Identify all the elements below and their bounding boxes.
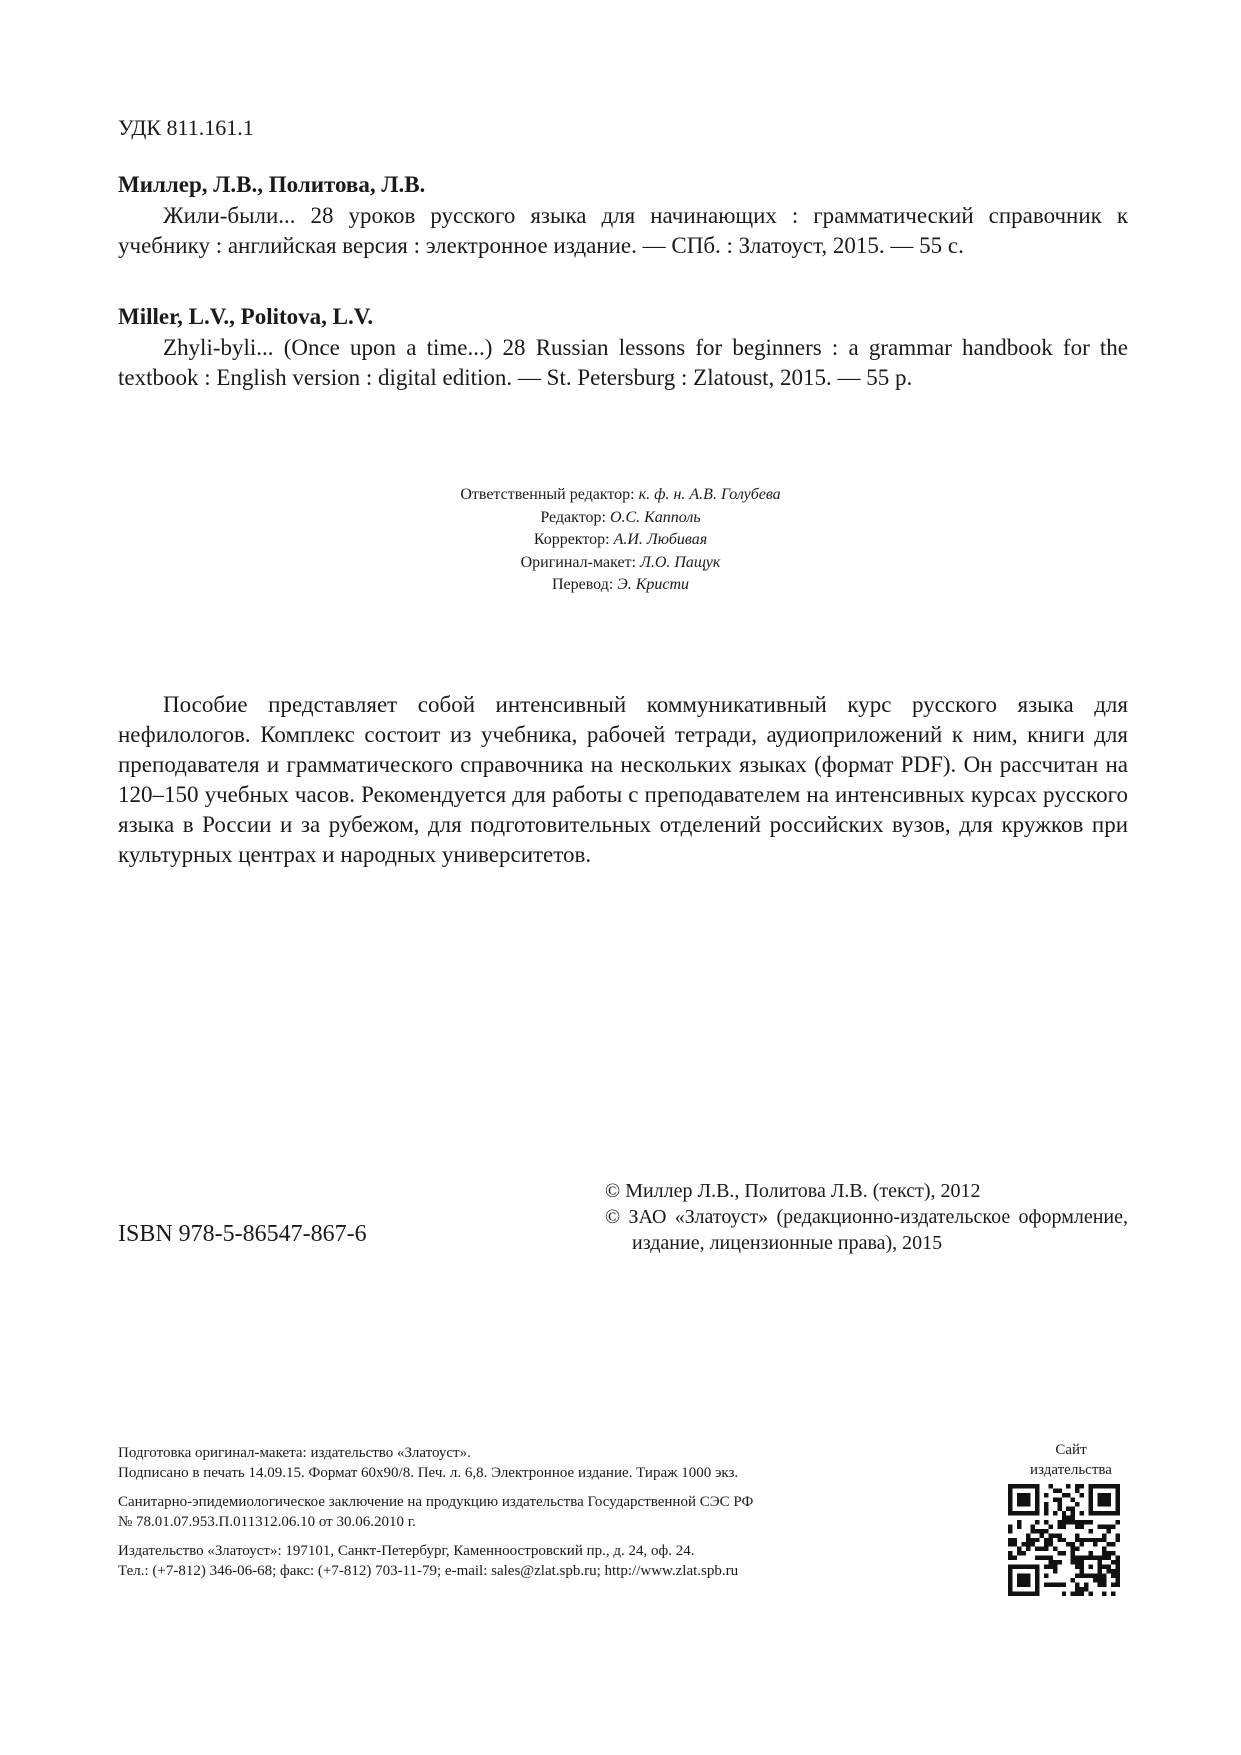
imprint-line: Санитарно-эпидемиологическое заключение на продукцию издательства Государственной СЭС РФ [118, 1494, 754, 1510]
imprint-line: Издательство «Златоуст»: 197101, Санкт-Петербург, Каменноостровский пр., д. 24, оф. 24. [118, 1543, 695, 1559]
qr-caption [1010, 1440, 1132, 1480]
imprint-block [118, 1443, 948, 1590]
imprint-paragraph [118, 1443, 948, 1483]
qr-caption-line: Сайт [1055, 1442, 1087, 1458]
imprint-paragraph [118, 1541, 948, 1581]
qr-code-icon[interactable] [1008, 1484, 1120, 1596]
imprint-line: Подготовка оригинал-макета: издательство «Златоуст». [118, 1445, 471, 1461]
credit-role: Оригинал-макет: [520, 553, 636, 571]
isbn: ISBN 978-5-86547-867-6 [118, 1221, 367, 1247]
credit-line [0, 484, 1241, 507]
imprint-line: Тел.: (+7-812) 346-06-68; факс: (+7-812) 703-11-79; e-mail: sales@zlat.spb.ru; http://www.zlat.spb.ru [118, 1563, 739, 1579]
credit-name: О.С. Капполь [609, 508, 701, 526]
imprint-paragraph [118, 1492, 948, 1532]
bibliographic-entry-ru [118, 170, 1128, 262]
authors-ru: Миллер, Л.В., Политова, Л.В. [118, 172, 426, 197]
copyright-line: © ЗАО «Златоуст» (редакционно-издательское оформление, издание, лицензионные права), 2015 [605, 1206, 1128, 1254]
copyright-block [605, 1178, 1128, 1256]
credit-role: Корректор: [533, 531, 610, 548]
credit-name: А.И. Любивая [613, 531, 708, 548]
abstract-paragraph: Пособие представляет собой интенсивный коммуникативный курс русского языка для нефилологов. Комплекс состоит из учебника, рабочей тетради, аудиоприложений к ним, книги для преподавателя и грамматического справочника на нескольких языках (формат PDF). Он рассчитан на 120–150 учебных часов. Рекомендуется для работы с преподавателем на интенсивных курсах русского языка в России и за рубежом, для подготовительных отделений российских вузов, для кружков при культурных центрах и народных университетов. [118, 692, 1128, 867]
credit-line [0, 529, 1241, 552]
imprint-line: № 78.01.07.953.П.011312.06.10 от 30.06.2010 г. [118, 1514, 416, 1530]
authors-en: Miller, L.V., Politova, L.V. [118, 304, 374, 329]
credit-name: Л.О. Пащук [639, 553, 721, 571]
credit-line [0, 574, 1241, 597]
description-ru: Жили-были... 28 уроков русского языка для начинающих : грамматический справочник к учебнику : английская версия : электронное издание. — СПб. : Златоуст, 2015. — 55 с. [118, 202, 1128, 258]
udk-code: УДК 811.161.1 [118, 115, 254, 140]
credit-name: к. ф. н. А.В. Голубева [638, 486, 781, 503]
credit-role: Ответственный редактор: [460, 486, 635, 503]
qr-caption-line: издательства [1030, 1462, 1112, 1478]
bibliographic-entry-en [118, 302, 1128, 394]
credit-name: Э. Кристи [617, 576, 690, 593]
imprint-line: Подписано в печать 14.09.15. Формат 60x90/8. Печ. л. 6,8. Электронное издание. Тираж 1000 экз. [118, 1465, 739, 1481]
credit-line [0, 552, 1241, 575]
credits-block [0, 484, 1241, 597]
credit-role: Перевод: [551, 576, 614, 593]
copyright-line: © Миллер Л.В., Политова Л.В. (текст), 2012 [605, 1180, 981, 1202]
credit-line [0, 507, 1241, 530]
description-en: Zhyli-byli... (Once upon a time...) 28 Russian lessons for beginners : a grammar handbook for the textbook : English version : digital edition. — St. Petersburg : Zlatoust, 2015. — 55 p. [118, 334, 1128, 390]
credit-role: Редактор: [540, 508, 606, 526]
